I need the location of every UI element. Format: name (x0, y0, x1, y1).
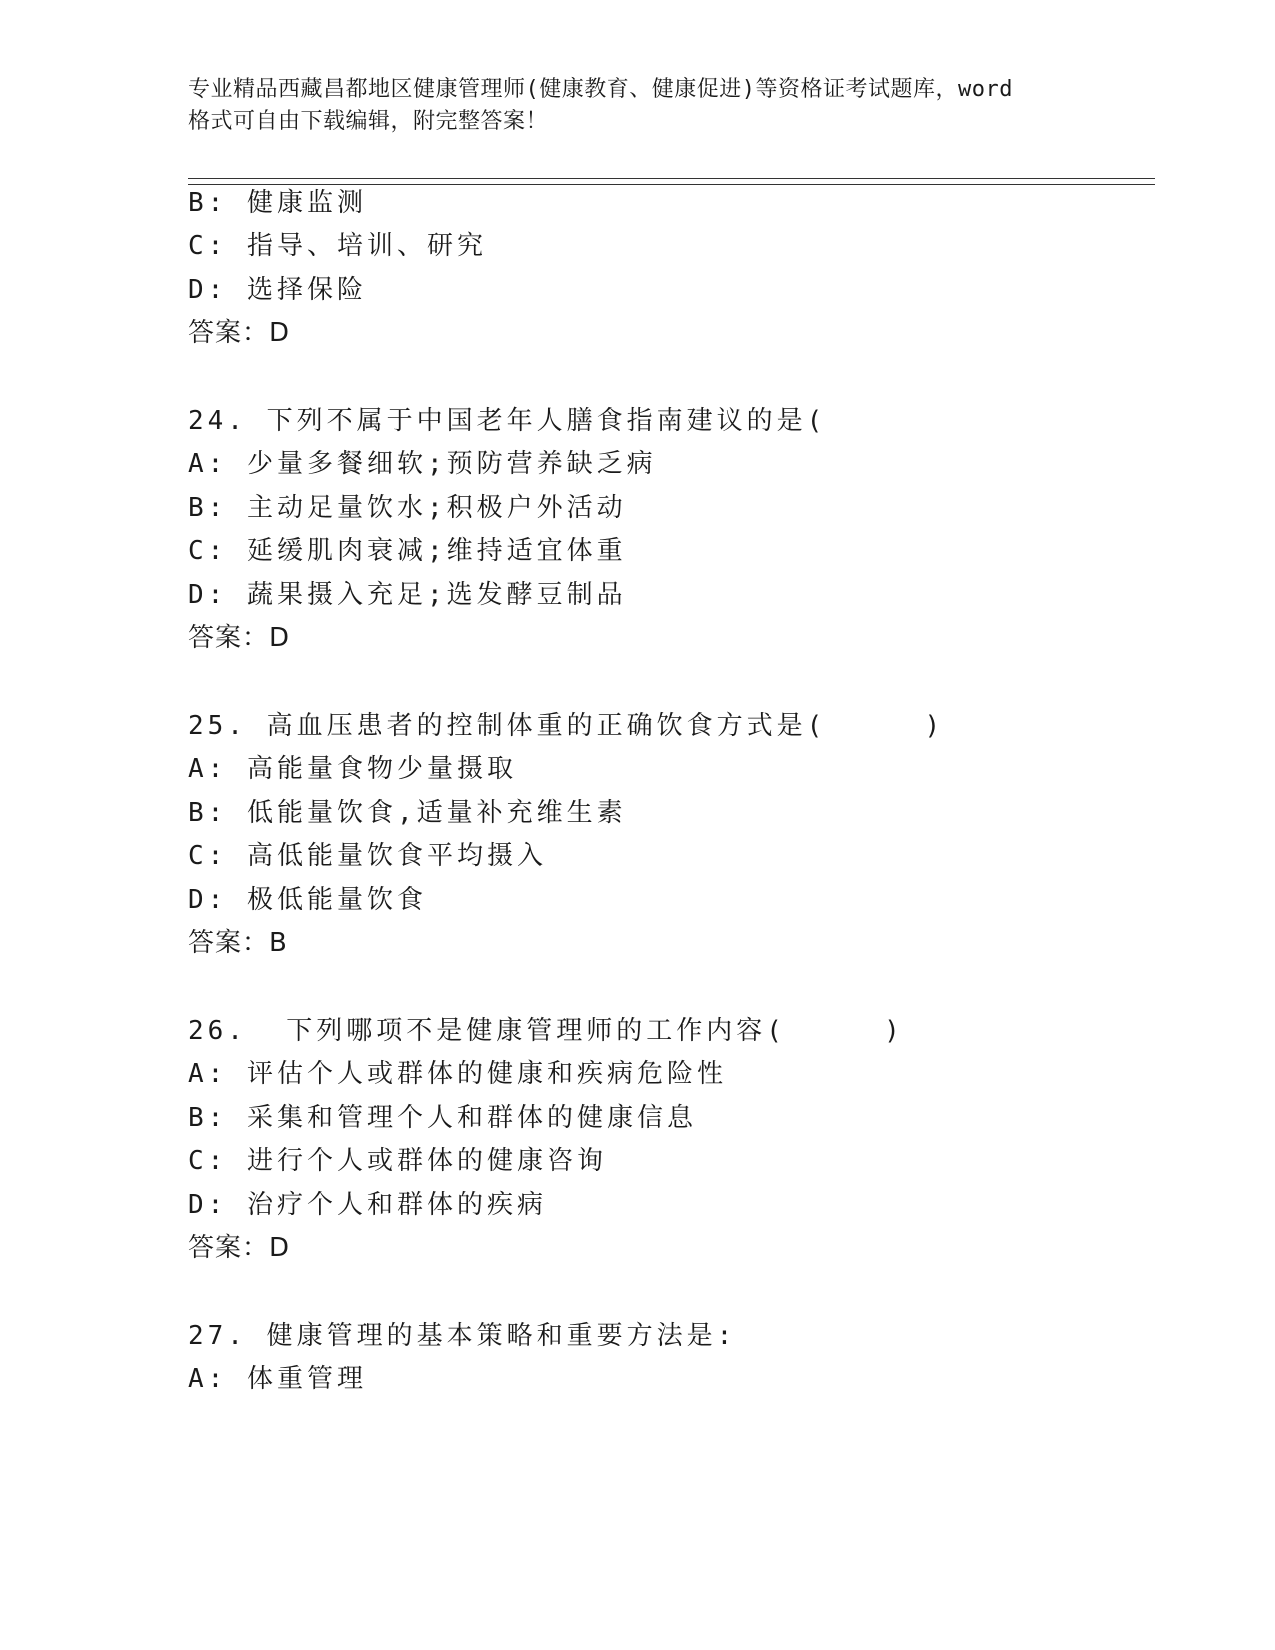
question-stem: 24. 下列不属于中国老年人膳食指南建议的是( (188, 406, 827, 436)
option-a: A: 评估个人或群体的健康和疾病危险性 (188, 1059, 727, 1089)
option-b: B: 采集和管理个人和群体的健康信息 (188, 1103, 697, 1133)
answer: 答案：D (188, 1233, 291, 1263)
header-divider (188, 178, 1155, 185)
option-d: D: 治疗个人和群体的疾病 (188, 1190, 547, 1220)
option-c: C: 延缓肌肉衰减;维持适宜体重 (188, 536, 627, 566)
answer: 答案：B (188, 928, 288, 958)
question-stem: 27. 健康管理的基本策略和重要方法是: (188, 1321, 737, 1351)
header-line-2: 格式可自由下载编辑，附完整答案！ (188, 109, 549, 134)
option-b: B: 低能量饮食,适量补充维生素 (188, 798, 627, 828)
header-line-1: 专业精品西藏昌都地区健康管理师(健康教育、健康促进)等资格证考试题库，word (188, 77, 1013, 102)
document-header (188, 74, 1088, 138)
option-a: A: 少量多餐细软;预防营养缺乏病 (188, 449, 657, 479)
option-b: B: 主动足量饮水;积极户外活动 (188, 493, 627, 523)
option-c: C: 指导、培训、研究 (188, 231, 487, 261)
option-d: D: 蔬果摄入充足;选发酵豆制品 (188, 580, 627, 610)
answer: 答案：D (188, 318, 291, 348)
option-a: A: 体重管理 (188, 1364, 367, 1394)
option-d: D: 极低能量饮食 (188, 885, 427, 915)
option-c: C: 进行个人或群体的健康咨询 (188, 1146, 607, 1176)
question-stem: 25. 高血压患者的控制体重的正确饮食方式是( ) (188, 711, 945, 741)
question-stem: 26. 下列哪项不是健康管理师的工作内容( ) (188, 1016, 904, 1046)
option-d: D: 选择保险 (188, 275, 367, 305)
answer: 答案：D (188, 623, 291, 653)
option-c: C: 高低能量饮食平均摄入 (188, 841, 547, 871)
option-b: B: 健康监测 (188, 188, 367, 218)
option-a: A: 高能量食物少量摄取 (188, 754, 517, 784)
